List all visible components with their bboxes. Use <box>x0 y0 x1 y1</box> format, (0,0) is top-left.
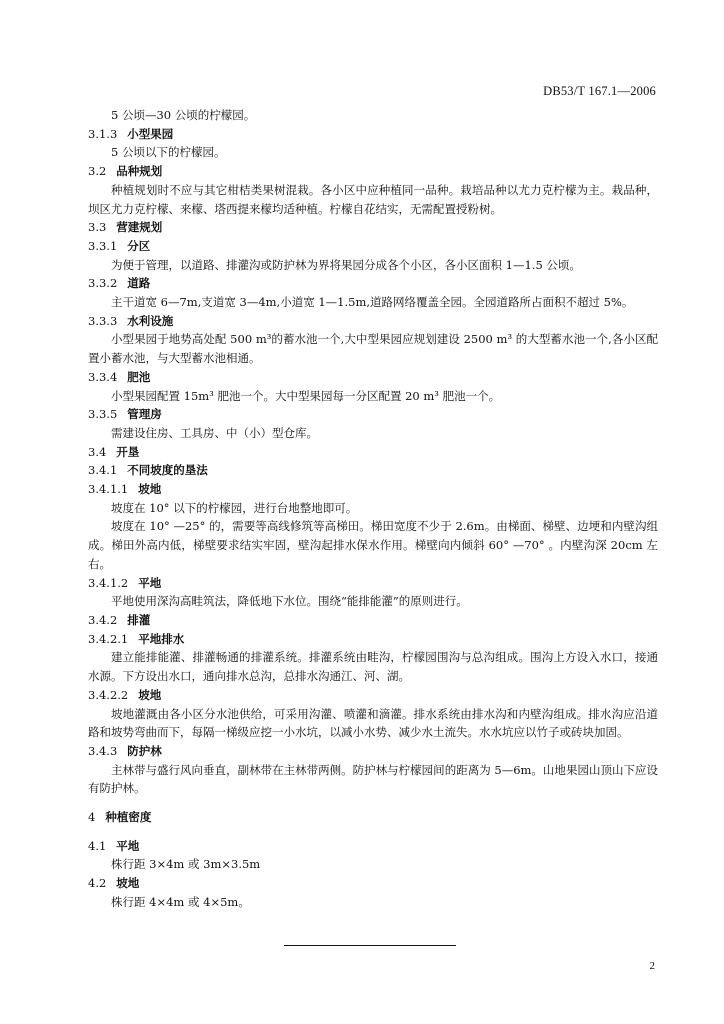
paragraph: 需建设住房、工具房、中（小）型仓库。 <box>111 425 318 440</box>
section-number: 3.4.2.1 <box>88 631 129 646</box>
section-number: 3.3.1 <box>88 238 118 253</box>
paragraph: 种植规划时不应与其它柑桔类果树混栽。各小区中应种植同一品种。栽培品种以尤力克柠檬为主。栽品种，坝区尤力克柠檬、来檬、塔西提来檬均适种植。柠檬自花结实，无需配置授粉树。 <box>88 182 658 216</box>
section-title: 肥池 <box>127 369 151 384</box>
section-title: 种植密度 <box>105 810 152 825</box>
paragraph: 主林带与盛行风向垂直，副林带在主林带两侧。防护林与柠檬园间的距离为 5—6m。山地果园山顶山下应设有防护林。 <box>88 762 658 796</box>
section-number: 4 <box>88 810 96 825</box>
section-heading <box>88 125 658 144</box>
section-heading <box>88 742 658 761</box>
paragraph: 5 公顷—30 公顷的柠檬园。 <box>111 108 256 122</box>
section-title: 坡地 <box>116 876 140 891</box>
section-gap <box>88 827 658 837</box>
paragraph: 坡度在 10° 以下的柠檬园，进行台地整地即可。 <box>111 500 358 515</box>
paragraph: 为便于管理，以道路、排灌沟或防护林为界将果园分成各个小区，各小区面积 1—1.5 公顷。 <box>111 257 581 272</box>
section-number: 3.4.3 <box>88 743 118 758</box>
paragraph: 坡地灌溉由各小区分水池供给，可采用沟灌、喷灌和滴灌。排水系统由排水沟和内壁沟组成。排水沟应沿道路和坡势弯曲而下，每隔一梯级应挖一小水坑，以减小水势、减少水土流失。水水坑应以竹子或砖块加固。 <box>88 706 658 740</box>
paragraph: 小型果园配置 15m³ 肥池一个。大中型果园每一分区配置 20 m³ 肥池一个。 <box>111 388 501 403</box>
section-heading <box>88 461 658 480</box>
section-number: 3.1.3 <box>88 126 118 141</box>
section-title: 管理房 <box>127 407 162 422</box>
section-heading <box>88 611 658 630</box>
end-rule <box>284 945 456 946</box>
section-title: 小型果园 <box>127 126 174 141</box>
section-title: 水利设施 <box>127 313 174 328</box>
section-heading <box>88 405 658 424</box>
section-heading <box>88 237 658 256</box>
paragraph: 株行距 3×4m 或 3m×3.5m <box>111 857 261 872</box>
section-number: 3.4.1.1 <box>88 482 129 497</box>
section-heading <box>88 808 658 827</box>
section-title: 排灌 <box>127 612 151 627</box>
section-number: 3.4.1.2 <box>88 575 129 590</box>
paragraph: 株行距 4×4m 或 4×5m。 <box>111 894 250 909</box>
section-heading <box>88 480 658 499</box>
section-number: 3.3.4 <box>88 369 118 384</box>
section-title: 坡地 <box>138 687 162 702</box>
section-title: 品种规划 <box>116 164 163 179</box>
section-number: 3.3 <box>88 220 107 235</box>
section-heading <box>88 368 658 387</box>
paragraph: 小型果园于地势高处配 500 m³的蓄水池一个,大中型果园应规划建设 2500 m³ 的大型蓄水池一个,各小区配置小蓄水池，与大型蓄水池相通。 <box>88 332 658 366</box>
section-title: 营建规划 <box>116 220 163 235</box>
section-title: 平地 <box>116 838 140 853</box>
section-heading <box>88 574 658 593</box>
section-title: 防护林 <box>127 743 162 758</box>
section-title: 坡地 <box>138 482 162 497</box>
paragraph: 平地使用深沟高畦筑法，降低地下水位。围绕“能排能灌”的原则进行。 <box>111 594 468 609</box>
section-gap <box>88 798 658 808</box>
section-heading <box>88 312 658 331</box>
section-heading <box>88 837 658 856</box>
section-number: 3.4 <box>88 444 107 459</box>
section-heading <box>88 274 658 293</box>
section-number: 3.4.2.2 <box>88 687 129 702</box>
paragraph: 主干道宽 6—7m,支道宽 3—4m,小道宽 1—1.5m,道路网络覆盖全园。全园道路所占面积不超过 5%。 <box>111 295 634 310</box>
standard-code: DB53/T 167.1—2006 <box>543 84 656 98</box>
section-heading <box>88 162 658 181</box>
section-title: 分区 <box>127 238 151 253</box>
page-number: 2 <box>649 960 655 972</box>
section-heading <box>88 218 658 237</box>
paragraph: 建立能排能灌、排灌畅通的排灌系统。排灌系统由畦沟，柠檬园围沟与总沟组成。围沟上方设入水口，接通水源。下方设出水口，通向排水总沟，总排水沟通江、河、湖。 <box>88 650 658 684</box>
section-number: 4.2 <box>88 876 107 891</box>
section-number: 3.3.3 <box>88 313 118 328</box>
section-title: 不同坡度的垦法 <box>127 463 208 478</box>
section-title: 开垦 <box>116 444 140 459</box>
section-heading <box>88 443 658 462</box>
section-number: 4.1 <box>88 838 107 853</box>
section-heading <box>88 686 658 705</box>
paragraph: 5 公顷以下的柠檬园。 <box>111 145 226 160</box>
section-title: 道路 <box>127 276 151 291</box>
section-heading <box>88 874 658 893</box>
section-number: 3.4.2 <box>88 612 118 627</box>
section-number: 3.3.5 <box>88 407 118 422</box>
section-heading <box>88 630 658 649</box>
section-number: 3.4.1 <box>88 463 118 478</box>
section-number: 3.2 <box>88 164 107 179</box>
section-title: 平地 <box>138 575 162 590</box>
paragraph: 坡度在 10° —25° 的，需要等高线修筑等高梯田。梯田宽度不少于 2.6m。由梯面、梯壁、边埂和内壁沟组成。梯田外高内低，梯壁要求结实牢固，壁沟起排水保水作用。梯壁向内倾斜 60° —70° 。内壁沟深 20cm 左右。 <box>88 519 658 571</box>
document-body <box>88 106 658 912</box>
section-number: 3.3.2 <box>88 276 118 291</box>
section-title: 平地排水 <box>138 631 185 646</box>
